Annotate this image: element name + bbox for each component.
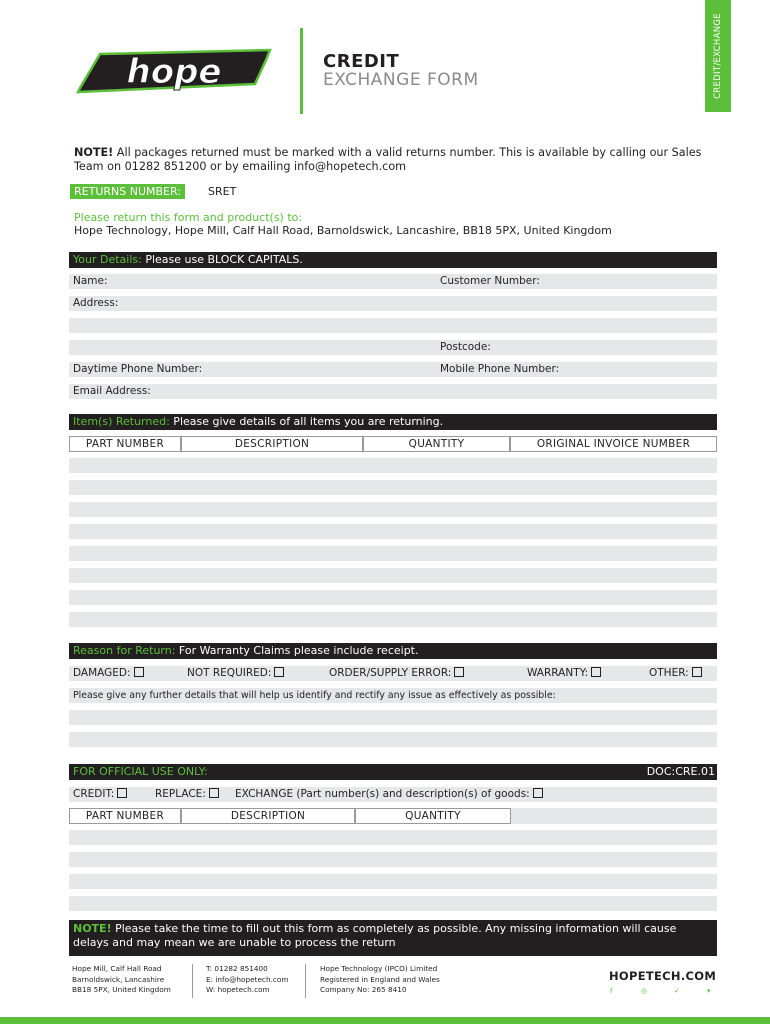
- doc-code: DOC:CRE.01: [646, 765, 715, 778]
- reason-header: [69, 643, 717, 659]
- col-invoice-number: ORIGINAL INVOICE NUMBER: [510, 436, 717, 452]
- footer-email[interactable]: E: info@hopetech.com: [206, 974, 289, 984]
- address-row[interactable]: [69, 296, 717, 311]
- table-row[interactable]: [69, 874, 717, 889]
- further-details-line[interactable]: [69, 710, 717, 725]
- name-label: Name:: [73, 275, 108, 287]
- your-details-title: Your Details:: [73, 253, 142, 266]
- official-col-description: DESCRIPTION: [181, 808, 355, 824]
- reason-options-row: [69, 666, 717, 681]
- official-header-fill: [511, 808, 717, 824]
- bottom-note-text: Please take the time to fill out this form as completely as possible. Any missing information will cause delays and may mean we are unable to process the return: [73, 922, 677, 949]
- option-order-supply-error[interactable]: [329, 666, 464, 681]
- footer-line: Barnoldswick, Lancashire: [72, 974, 165, 984]
- col-part-number: PART NUMBER: [69, 436, 181, 452]
- brand-url[interactable]: HOPETECH.COM: [609, 969, 717, 983]
- option-exchange[interactable]: [235, 787, 543, 802]
- footer-line: Hope Technology (IPCO) Limited: [320, 964, 438, 973]
- footer-line: BB18 5PX, United Kingdom: [72, 985, 171, 994]
- exchange-label: EXCHANGE (Part number(s) and description(s) of goods:: [235, 788, 530, 800]
- title-exchange-form: EXCHANGE FORM: [323, 70, 479, 90]
- replace-label: REPLACE:: [155, 788, 206, 800]
- other-checkbox[interactable]: [692, 667, 702, 677]
- reason-title: Reason for Return:: [73, 644, 176, 657]
- option-warranty[interactable]: [527, 666, 601, 681]
- footer-address: [72, 964, 171, 996]
- option-credit[interactable]: [73, 787, 127, 802]
- table-row[interactable]: [69, 568, 717, 583]
- note-label: NOTE!: [74, 146, 114, 159]
- not-required-label: NOT REQUIRED:: [187, 667, 272, 679]
- warranty-checkbox[interactable]: [591, 667, 601, 677]
- official-options-row: [69, 787, 717, 802]
- option-not-required[interactable]: [187, 666, 284, 681]
- option-replace[interactable]: [155, 787, 219, 802]
- table-row[interactable]: [69, 830, 717, 845]
- table-row[interactable]: [69, 524, 717, 539]
- returns-note: [74, 146, 714, 173]
- further-details-line[interactable]: [69, 732, 717, 747]
- official-use-title: FOR OFFICIAL USE ONLY:: [73, 765, 208, 778]
- instagram-icon[interactable]: ◎: [641, 987, 648, 995]
- option-damaged[interactable]: [73, 666, 144, 681]
- name-row[interactable]: [69, 274, 717, 289]
- bottom-note-label: NOTE!: [73, 922, 112, 935]
- your-details-header: [69, 252, 717, 268]
- email-label: Email Address:: [73, 385, 151, 397]
- return-to-label: Please return this form and product(s) to:: [74, 211, 303, 224]
- hope-logo: [70, 40, 280, 100]
- col-description: DESCRIPTION: [181, 436, 363, 452]
- items-table-header: [69, 436, 717, 452]
- col-quantity: QUANTITY: [363, 436, 510, 452]
- bottom-note: [69, 920, 717, 956]
- items-subtitle: Please give details of all items you are returning.: [169, 415, 444, 428]
- replace-checkbox[interactable]: [209, 788, 219, 798]
- footer-company: [320, 964, 440, 996]
- credit-label: CREDIT:: [73, 788, 115, 800]
- reason-subtitle: For Warranty Claims please include receipt.: [175, 644, 419, 657]
- official-use-header: [69, 764, 717, 780]
- warranty-label: WARRANTY:: [527, 667, 589, 679]
- footer-divider: [192, 964, 193, 998]
- phone-row[interactable]: [69, 362, 717, 377]
- table-row[interactable]: [69, 458, 717, 473]
- table-row[interactable]: [69, 546, 717, 561]
- email-row[interactable]: [69, 384, 717, 399]
- table-row[interactable]: [69, 896, 717, 911]
- table-row[interactable]: [69, 590, 717, 605]
- facebook-icon[interactable]: f: [610, 987, 613, 995]
- other-label: OTHER:: [649, 667, 689, 679]
- mobile-phone-label: Mobile Phone Number:: [440, 363, 560, 375]
- twitter-icon[interactable]: ✓: [674, 987, 680, 995]
- table-row[interactable]: [69, 612, 717, 627]
- title-credit: CREDIT: [323, 51, 400, 72]
- credit-checkbox[interactable]: [117, 788, 127, 798]
- your-details-subtitle: Please use BLOCK CAPITALS.: [141, 253, 303, 266]
- svg-text:hope: hope: [126, 52, 222, 92]
- returns-number-label: RETURNS NUMBER:: [70, 184, 185, 199]
- official-col-part-number: PART NUMBER: [69, 808, 181, 824]
- order-supply-error-checkbox[interactable]: [454, 667, 464, 677]
- address-row-2[interactable]: [69, 318, 717, 333]
- further-details-label: Please give any further details that will help us identify and rectify any issue as effectively as possible:: [73, 690, 556, 701]
- further-details-row[interactable]: [69, 688, 717, 703]
- vimeo-icon[interactable]: ▾: [707, 987, 711, 995]
- table-row[interactable]: [69, 852, 717, 867]
- returns-number-field[interactable]: SRET: [208, 185, 237, 198]
- footer-line: Registered in England and Wales: [320, 974, 440, 984]
- items-returned-header: [69, 414, 717, 430]
- footer-line: Hope Mill, Calf Hall Road: [72, 964, 162, 973]
- side-tab-label: CREDIT/EXCHANGE: [713, 13, 723, 99]
- option-other[interactable]: [649, 666, 702, 681]
- side-tab: [705, 0, 731, 112]
- damaged-checkbox[interactable]: [134, 667, 144, 677]
- postcode-label: Postcode:: [440, 341, 491, 353]
- postcode-row[interactable]: [69, 340, 717, 355]
- official-table-header: [69, 808, 717, 824]
- official-col-quantity: QUANTITY: [355, 808, 511, 824]
- table-row[interactable]: [69, 502, 717, 517]
- footer-green-bar: [0, 1017, 770, 1024]
- exchange-checkbox[interactable]: [533, 788, 543, 798]
- order-supply-error-label: ORDER/SUPPLY ERROR:: [329, 667, 452, 679]
- damaged-label: DAMAGED:: [73, 667, 131, 679]
- address-label: Address:: [73, 297, 119, 309]
- header-divider: [300, 28, 303, 114]
- note-text: All packages returned must be marked with a valid returns number. This is available by calling our Sales Team on 01282 851200 or by emailing info@hopetech.com: [74, 146, 702, 173]
- footer-phone: T: 01282 851400: [206, 964, 268, 973]
- not-required-checkbox[interactable]: [274, 667, 284, 677]
- footer-divider: [305, 964, 306, 998]
- footer-line: Company No: 265 8410: [320, 985, 407, 994]
- table-row[interactable]: [69, 480, 717, 495]
- daytime-phone-label: Daytime Phone Number:: [73, 363, 203, 375]
- return-address: Hope Technology, Hope Mill, Calf Hall Road, Barnoldswick, Lancashire, BB18 5PX, United Kingdom: [74, 224, 612, 237]
- items-title: Item(s) Returned:: [73, 415, 170, 428]
- footer-website[interactable]: W: hopetech.com: [206, 985, 270, 994]
- customer-number-label: Customer Number:: [440, 275, 540, 287]
- footer-contact: [206, 964, 288, 996]
